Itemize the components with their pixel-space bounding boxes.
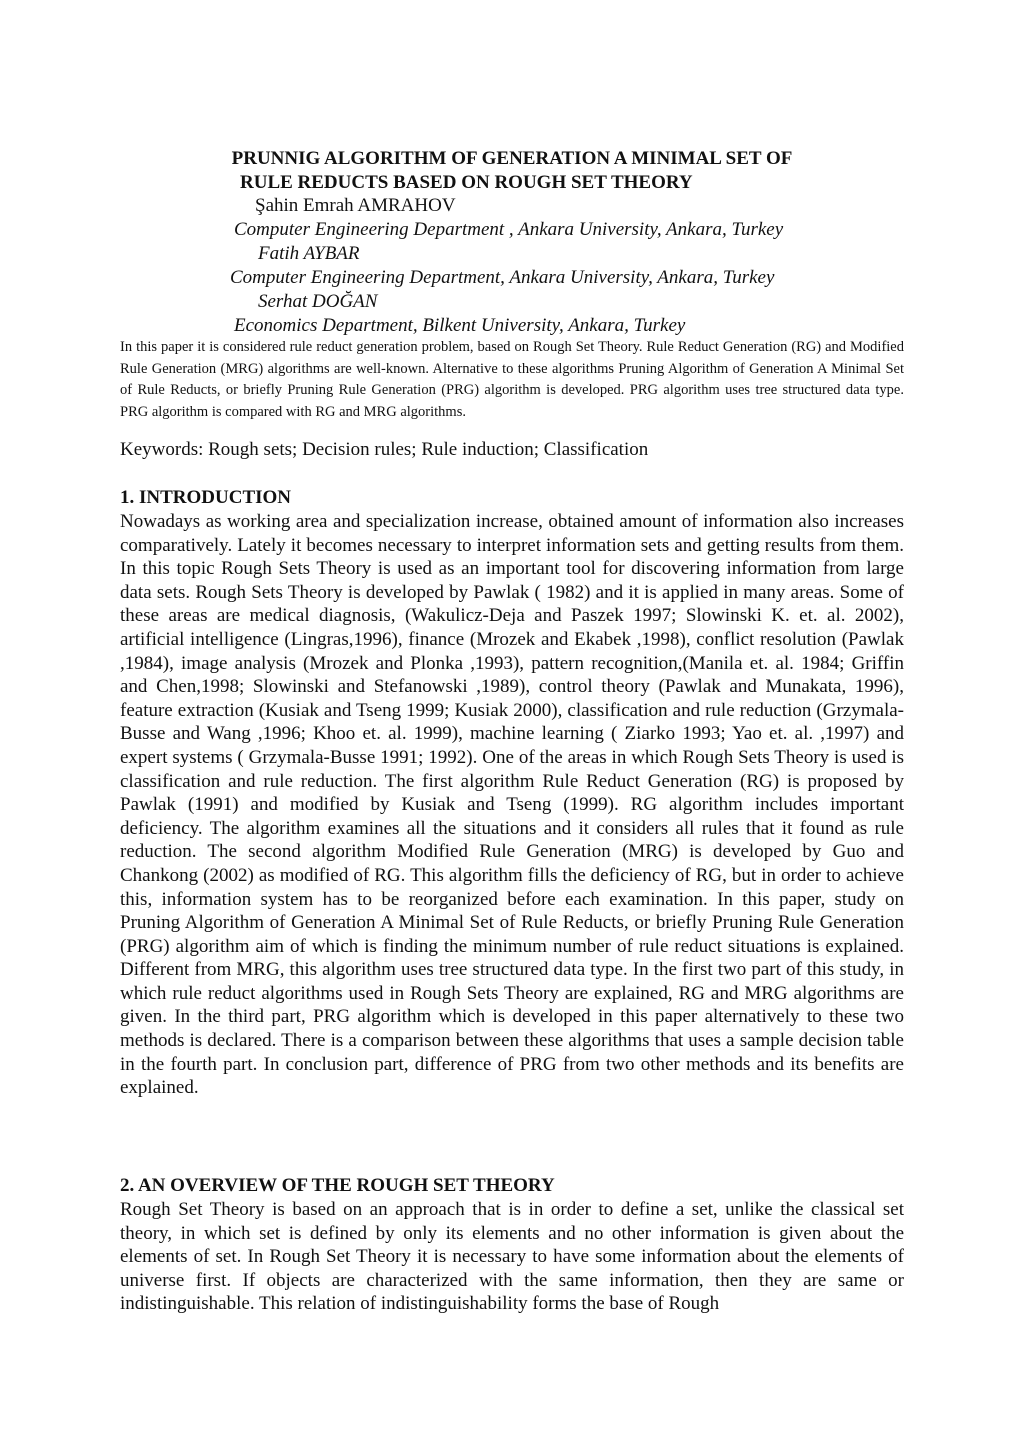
paper-title-line-1: PRUNNIG ALGORITHM OF GENERATION A MINIMAL SET OF <box>231 148 793 169</box>
section-heading: 1. INTRODUCTION <box>120 487 292 508</box>
abstract: In this paper it is considered rule reduct generation problem, based on Rough Set Theory. Rule Reduct Generation (RG) and Modified Rule Generation (MRG) algorithms are well-known. Alternative to these algorithms Pruning Algorithm of Generation A Minimal Set of Rule Reducts, or briefly Pruning Rule Generation (PRG) algorithm is developed. PRG algorithm uses tree structured data type. PRG algorithm is compared with RG and MRG algorithms. <box>120 339 904 420</box>
section-body: Nowadays as working area and specialization increase, obtained amount of information also increases comparatively. Lately it becomes necessary to interpret information sets and getting results from them. In this topic Rough Sets Theory is used as an important tool for discovering information from large data sets. Rough Sets Theory is developed by Pawlak ( 1982) and it is applied in many areas. Some of these areas are medical diagnosis, (Wakulicz-Deja and Paszek 1997; Slowinski K. et. al. 2002), artificial intelligence (Lingras,1996), finance (Mrozek and Ekabek ,1998), conflict resolution (Pawlak ,1984), image analysis (Mrozek and Plonka ,1993), pattern recognition,(Manila et. al. 1984; Griffin and Chen,1998; Slowinski and Stefanowski ,1989), control theory (Pawlak and Munakata, 1996), feature extraction (Kusiak and Tseng 1999; Kusiak 2000), classification and rule reduction (Grzymala-Busse and Wang ,1996; Khoo et. al. 1999), machine learning ( Ziarko 1993; Yao et. al. ,1997) and expert systems ( Grzymala-Busse 1991; 1992). One of the areas in which Rough Sets Theory is used is classification and rule reduction. The first algorithm Rule Reduct Generation (RG) is proposed by Pawlak (1991) and modified by Kusiak and Tseng (1999). RG algorithm includes important deficiency. The algorithm examines all the situations and it considers all rules that it found as rule reduction. The second algorithm Modified Rule Generation (MRG) is developed by Guo and Chankong (2002) as modified of RG. This algorithm fills the deficiency of RG, but in order to achieve this, information system has to be reorganized before each examination. In this paper, study on Pruning Algorithm of Generation A Minimal Set of Rule Reducts, or briefly Pruning Rule Generation (PRG) algorithm aim of which is finding the minimum number of rule reduct situations is explained. Different from MRG, this algorithm uses tree structured data type. In the first two part of this study, in which rule reduct algorithms used in Rough Sets Theory are explained, RG and MRG algorithms are given. In the third part, PRG algorithm which is developed in this paper alternatively to these two methods is declared. There is a comparison between these algorithms that uses a sample decision table in the fourth part. In conclusion part, difference of PRG from two other methods and its benefits are explained. <box>120 511 904 1099</box>
author-affiliation: Computer Engineering Department , Ankara University, Ankara, Turkey <box>234 219 784 240</box>
section-heading: 2. AN OVERVIEW OF THE ROUGH SET THEORY <box>120 1175 555 1196</box>
author-name: Şahin Emrah AMRAHOV <box>255 195 456 216</box>
author-affiliation: Economics Department, Bilkent University, Ankara, Turkey <box>234 315 686 336</box>
paper-title-line-2: RULE REDUCTS BASED ON ROUGH SET THEORY <box>240 172 693 193</box>
author-affiliation: Computer Engineering Department, Ankara University, Ankara, Turkey <box>230 267 775 288</box>
author-name: Fatih AYBAR <box>258 243 360 264</box>
author-name: Serhat DOĞAN <box>258 291 378 312</box>
section-body: Rough Set Theory is based on an approach that is in order to define a set, unlike the classical set theory, in which set is defined by only its elements and no other information is given about the elements of set. In Rough Set Theory it is necessary to have some information about the elements of universe first. If objects are characterized with the same information, then they are same or indistinguishable. This relation of indistinguishability forms the base of Rough <box>120 1199 904 1315</box>
keywords: Keywords: Rough sets; Decision rules; Rule induction; Classification <box>120 439 649 460</box>
